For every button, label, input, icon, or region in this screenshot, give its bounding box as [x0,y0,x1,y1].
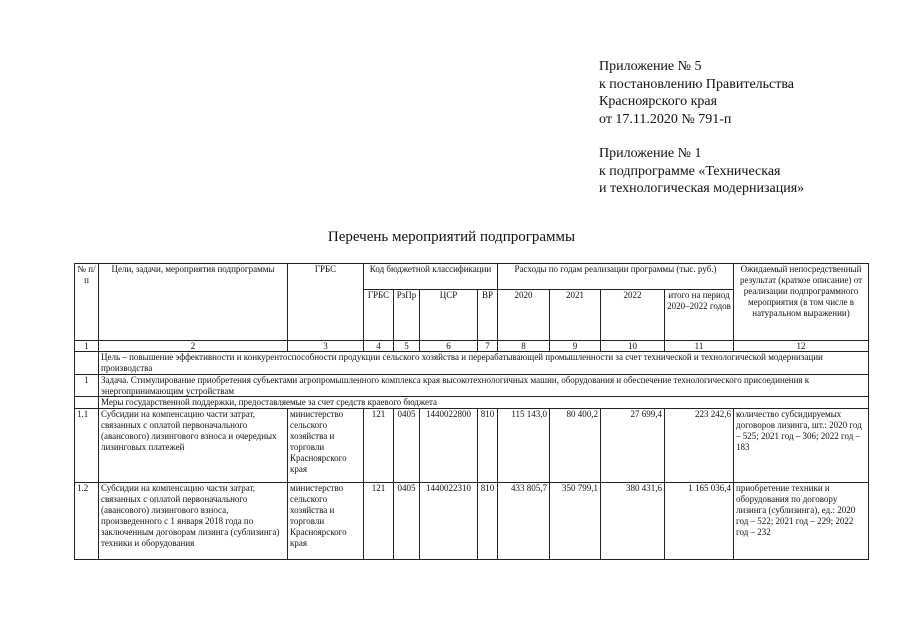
column-number: 10 [601,341,665,352]
document-title: Перечень мероприятий подпрограммы [327,229,576,245]
row-code-grbs: 121 [364,482,394,559]
row-grbs: министерство сельского хозяйства и торговли Красноярского края [288,408,364,482]
row-rzpr: 0405 [394,482,420,559]
header-code-grbs: ГРБС [364,290,394,341]
appendix-line: Красноярского края [599,94,718,109]
column-number: 4 [364,341,394,352]
support-measures-row: Меры государственной поддержки, предоставляемые за счет средств краевого бюджета [99,397,869,409]
row-grbs: министерство сельского хозяйства и торговли Красноярского края [288,482,364,559]
measures-empty-cell [75,397,99,409]
appendix-line: Приложение № 5 [599,59,702,74]
header-expenses: Расходы по годам реализации программы (тыс. руб.) [498,264,734,290]
appendix-line: к постановлению Правительства [599,76,795,92]
column-number: 12 [734,341,869,352]
column-number: 2 [99,341,288,352]
row-2020: 433 805,7 [498,482,550,559]
row-name: Субсидии на компенсацию части затрат, связанных с оплатой первоначального (авансового) лизингового взноса, произведенного с 1 января 2018 года по заключенным договорам лизинга (сублизинга) техники и оборудования [99,482,288,559]
row-result: количество субсидируемых договоров лизинга, шт.: 2020 год – 525; 2021 год – 306; 2022 год – 183 [734,408,869,482]
row-2022: 380 431,6 [601,482,665,559]
column-number: 5 [394,341,420,352]
header-grbs: ГРБС [288,264,364,341]
header-code-rzpr: РзПр [394,290,420,341]
header-code-csr: ЦСР [420,290,478,341]
row-rzpr: 0405 [394,408,420,482]
row-total: 223 242,6 [665,408,734,482]
column-number: 8 [498,341,550,352]
task-num: 1 [75,375,99,397]
row-result: приобретение техники и оборудования по договору лизинга (сублизинга), ед.: 2020 год – 522; 2021 год – 229; 2022 год – 232 [734,482,869,559]
column-number: 7 [478,341,498,352]
row-2021: 80 400,2 [550,408,601,482]
row-num: 1.2 [75,482,99,559]
appendix-line: к подпрограмме «Техническая [599,163,781,179]
appendix-line: и технологическая модернизация» [599,181,805,196]
appendix-line: Приложение № 1 [599,146,702,161]
column-number: 11 [665,341,734,352]
task-row: Задача. Стимулирование приобретения субъектами агропромышленного комплекса края высокотехнологичных машин, оборудования и обеспечение технологического присоединения к энергопринимающим устройствам [99,375,869,397]
header-year-2022: 2022 [601,290,665,341]
appendix-block [599,58,804,198]
row-name: Субсидии на компенсацию части затрат, связанных с оплатой первоначального (авансового) лизингового взноса и очередных лизинговых платежей [99,408,288,482]
column-number: 1 [75,341,99,352]
header-goals: Цели, задачи, мероприятия подпрограммы [99,264,288,341]
header-budget-code: Код бюджетной классификации [364,264,498,290]
row-2020: 115 143,0 [498,408,550,482]
header-num: № п/п [75,264,99,341]
row-csr: 1440022310 [420,482,478,559]
appendix-spacer [599,128,804,145]
row-2021: 350 799,1 [550,482,601,559]
header-year-2021: 2021 [550,290,601,341]
row-2022: 27 699,4 [601,408,665,482]
measures-table [74,263,869,560]
column-number: 6 [420,341,478,352]
goal-row: Цель – повышение эффективности и конкурентоспособности продукции сельского хозяйства и перерабатывающей промышленности за счет технической и технологической модернизации производства [99,352,869,375]
appendix-line: от 17.11.2020 № 791-п [599,111,732,127]
row-total: 1 165 036,4 [665,482,734,559]
header-total: итого на период 2020–2022 годов [665,290,734,341]
header-result: Ожидаемый непосредственный результат (краткое описание) от реализации подпрограммного мероприятия (в том числе в натуральном выражении) [734,264,869,341]
header-code-vr: ВР [478,290,498,341]
header-year-2020: 2020 [498,290,550,341]
goal-empty-cell [75,352,99,375]
row-code-grbs: 121 [364,408,394,482]
row-vr: 810 [478,482,498,559]
row-vr: 810 [478,408,498,482]
column-number: 9 [550,341,601,352]
row-csr: 1440022800 [420,408,478,482]
row-num: 1.1 [75,408,99,482]
column-number: 3 [288,341,364,352]
